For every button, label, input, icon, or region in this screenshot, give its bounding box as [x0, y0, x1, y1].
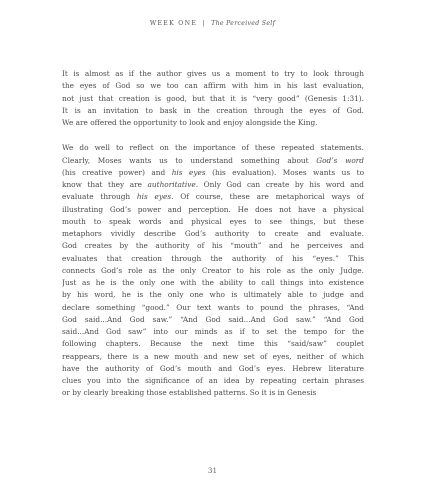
text-line: metaphors vividly describe God’s authority to create and evaluate. [62, 229, 364, 238]
text-line: connects God’s role as the only Creator to his role as the only Judge. [62, 265, 364, 275]
page-number: 31 [207, 466, 218, 475]
text-line: reappears, there is a new mouth and new set of eyes, neither of which [62, 351, 364, 361]
text-line: said...And God saw” into our minds as if to set the tempo for the [62, 327, 364, 336]
text-line: by his word, he is the only one who is ultimately able to judge and [62, 290, 364, 300]
text-line: Clearly, Moses wants us to understand something about God’s word [62, 155, 364, 165]
paragraph [62, 68, 364, 129]
text-line: Just as he is the only one with the ability to call things into existence [62, 278, 364, 287]
text-line: illustrating God’s power and perception. He does not have a physical [62, 204, 364, 214]
text-line: We do well to reflect on the importance of these repeated statements. [62, 143, 364, 153]
text-line: God said...And God saw.” “And God said...And God saw.” “And God [62, 314, 364, 324]
running-head-section: WEEK ONE [149, 20, 198, 27]
text-line: clues you into the significance of an idea by repeating certain phrases [62, 376, 364, 385]
text-line: God creates by the authority of his “mouth” and he perceives and [62, 241, 364, 251]
text-line: It is almost as if the author gives us a moment to try to look through [62, 69, 364, 78]
running-head [0, 20, 425, 27]
text-line: It is an invitation to bask in the creation through the eyes of God. [62, 105, 364, 115]
text-line: not just that creation is good, but that it is “very good” (Genesis 1:31). [62, 93, 364, 103]
text-line: evaluate through his eyes. Of course, these are metaphorical ways of [62, 192, 364, 202]
text-line: have the authority of God’s mouth and God’s eyes. Hebrew literature [62, 363, 364, 373]
text-line: know that they are authoritative. Only God can create by his word and [62, 180, 364, 189]
text-line: (his creative power) and his eyes (his evaluation). Moses wants us to [62, 167, 364, 177]
text-line: mouth to speak words and physical eyes to see things, but these [62, 216, 364, 226]
paragraph [62, 142, 364, 399]
text-line: the eyes of God so we too can affirm with him in his last evaluation, [62, 81, 364, 91]
text-line: evaluates that creation through the authority of his “eyes.” This [62, 253, 364, 263]
running-head-subtitle: The Perceived Self [211, 20, 276, 27]
running-head-separator: | [202, 20, 206, 27]
text-line: or by clearly breaking those established patterns. So it is in Genesis [62, 388, 317, 398]
body-text [62, 68, 364, 400]
text-line: declare something “good.” Our text wants to pound the phrases, “And [62, 302, 364, 312]
text-line: following chapters. Because the next time this “said/saw” couplet [62, 339, 364, 349]
text-line: We are offered the opportunity to look and enjoy alongside the King. [62, 118, 318, 127]
